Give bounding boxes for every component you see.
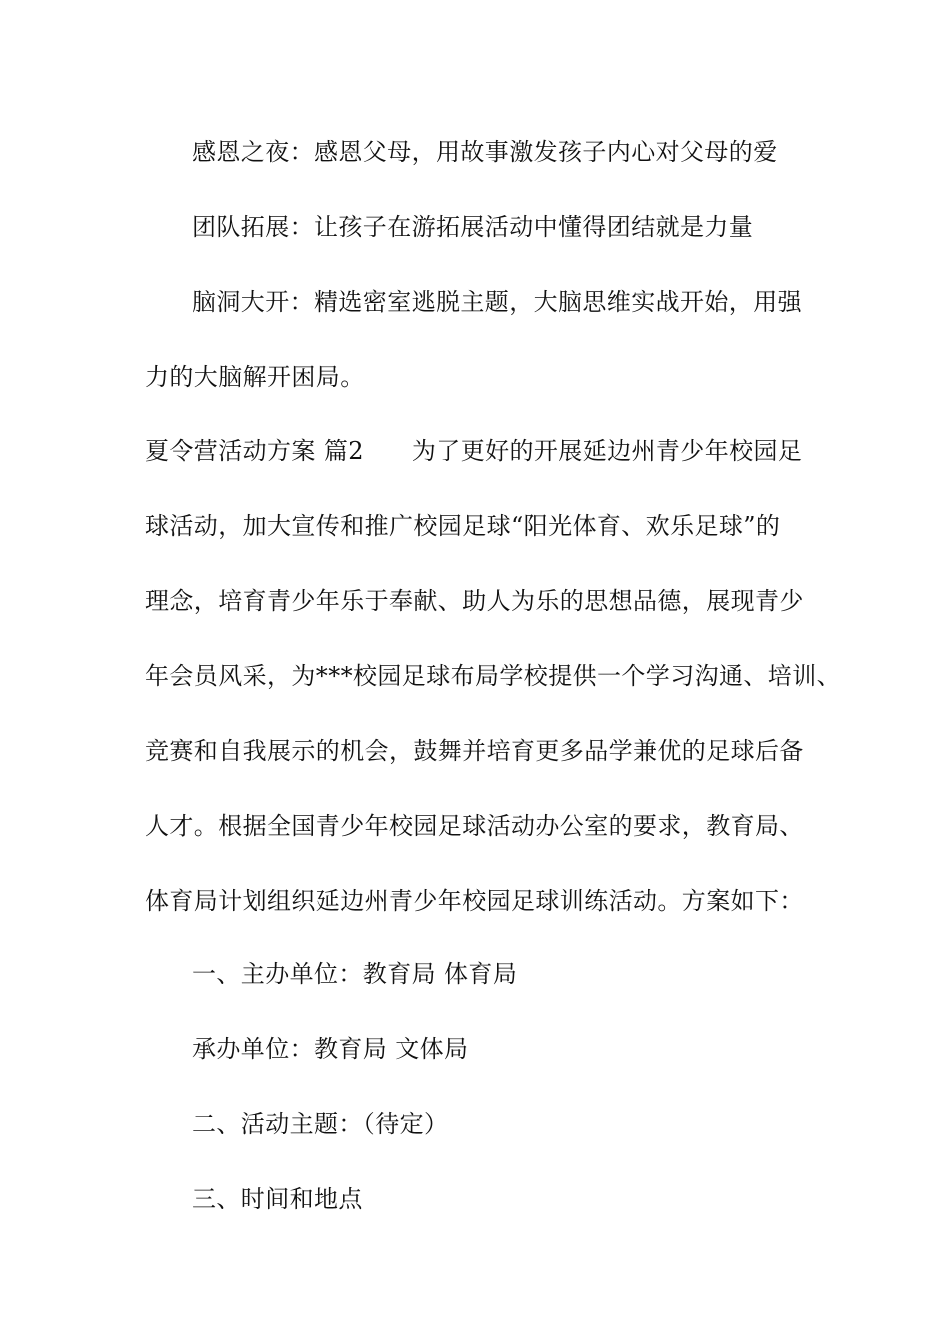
- paragraph-line: 力的大脑解开困局。: [145, 363, 365, 391]
- paragraph-line: 年会员风采，为***校园足球布局学校提供一个学习沟通、培训、: [145, 662, 841, 690]
- paragraph-line: 人才。根据全国青少年校园足球活动办公室的要求，教育局、: [145, 812, 804, 840]
- paragraph-text: 为了更好的开展延边州青少年校园足: [411, 437, 803, 465]
- paragraph-line: 脑洞大开：精选密室逃脱主题，大脑思维实战开始，用强: [192, 288, 802, 316]
- paragraph-line: 感恩之夜：感恩父母，用故事激发孩子内心对父母的爱: [192, 138, 778, 166]
- paragraph-line: 体育局计划组织延边州青少年校园足球训练活动。方案如下：: [145, 887, 804, 915]
- paragraph-line: 理念，培育青少年乐于奉献、助人为乐的思想品德，展现青少: [145, 587, 804, 615]
- paragraph-line: 团队拓展：让孩子在游拓展活动中懂得团结就是力量: [192, 213, 754, 241]
- paragraph-line: 竞赛和自我展示的机会，鼓舞并培育更多品学兼优的足球后备: [145, 737, 804, 765]
- section-heading-line: [145, 436, 802, 466]
- list-item: 一、主办单位：教育局 体育局: [192, 960, 518, 988]
- section-heading: 夏令营活动方案 篇2: [145, 437, 364, 465]
- list-item: 承办单位：教育局 文体局: [192, 1035, 469, 1063]
- paragraph-line: 球活动，加大宣传和推广校园足球“阳光体育、欢乐足球”的: [145, 512, 781, 540]
- list-item: 三、时间和地点: [192, 1185, 363, 1213]
- list-item: 二、活动主题：（待定）: [192, 1110, 449, 1138]
